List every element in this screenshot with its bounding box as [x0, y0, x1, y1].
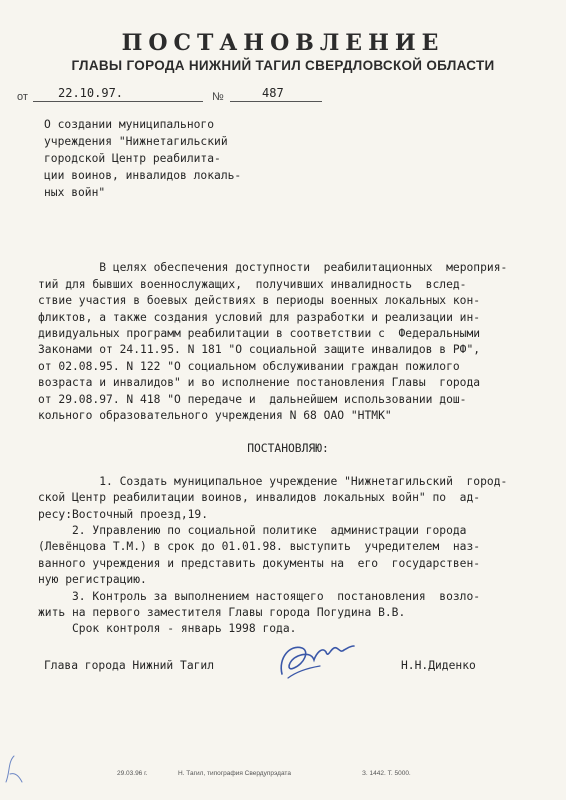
date-label: от: [17, 91, 28, 103]
signatory-name: Н.Н.Диденко: [401, 659, 476, 672]
document-number: 487: [262, 86, 284, 100]
signatory-position: Глава города Нижний Тагил: [44, 659, 215, 672]
clauses-text: 1. Создать муниципальное учреждение "Нижнетагильский город- ской Центр реабилитации воинов, инвалидов локальных войн" по ад- ресу:Восточный проезд,19. 2. Управлению по социальной политике администрации города (Левёнцова Т.М.) в срок до 01.01.98. выступить учредителем наз- ванного учреждения и представить документы на его государствен- ную регистрацию. 3. Контроль за выполнением настоящего постановления возло- жить на первого заместителя Главы города Погудина В.В. Срок контроля - январь 1998 года.: [38, 474, 508, 636]
number-underline: [230, 101, 322, 102]
footer-printer: Н. Тагил, типография Свердупрэдата: [178, 770, 291, 777]
document-body: [38, 244, 538, 654]
document-date: 22.10.97.: [58, 86, 124, 100]
margin-scribble-icon: [2, 752, 26, 786]
footer-date: 29.03.96 г.: [117, 770, 148, 777]
handwritten-signature-icon: [268, 634, 358, 684]
decree-heading: ПОСТАНОВЛЯЮ:: [247, 441, 329, 455]
document-subject: О создании муниципального учреждения "Нижнетагильский городской Центр реабилита- ции воинов, инвалидов локаль- ных войн": [44, 118, 242, 199]
date-underline: [33, 101, 203, 102]
document-title: ПОСТАНОВЛЕНИЕ: [121, 30, 445, 56]
footer-order: З. 1442. Т. 5000.: [362, 770, 411, 777]
number-label: №: [212, 91, 224, 103]
document-issuer: ГЛАВЫ ГОРОДА НИЖНИЙ ТАГИЛ СВЕРДЛОВСКОЙ ОБЛАСТИ: [71, 58, 495, 73]
preamble-text: В целях обеспечения доступности реабилитационных мероприя- тий для бывших военнослужащих, получивших инвалидность вслед- ствие участия в боевых действиях в периоды военных локальных кон- фликтов, а также создания условий для разработки и реализации ин- дивидуальных программ реабилитации в соответствии с Федеральными Законами от 24.11.95. N 181 "О социальной защите инвалидов в РФ", от 02.08.95. N 122 "О социальном обслуживании граждан пожилого возраста и инвалидов" и во исполнение постановления Главы города от 29.08.97. N 418 "О передаче и дальнейшем использовании дош- кольного образовательного учреждения N 68 ОАО "НТМК": [38, 261, 508, 423]
